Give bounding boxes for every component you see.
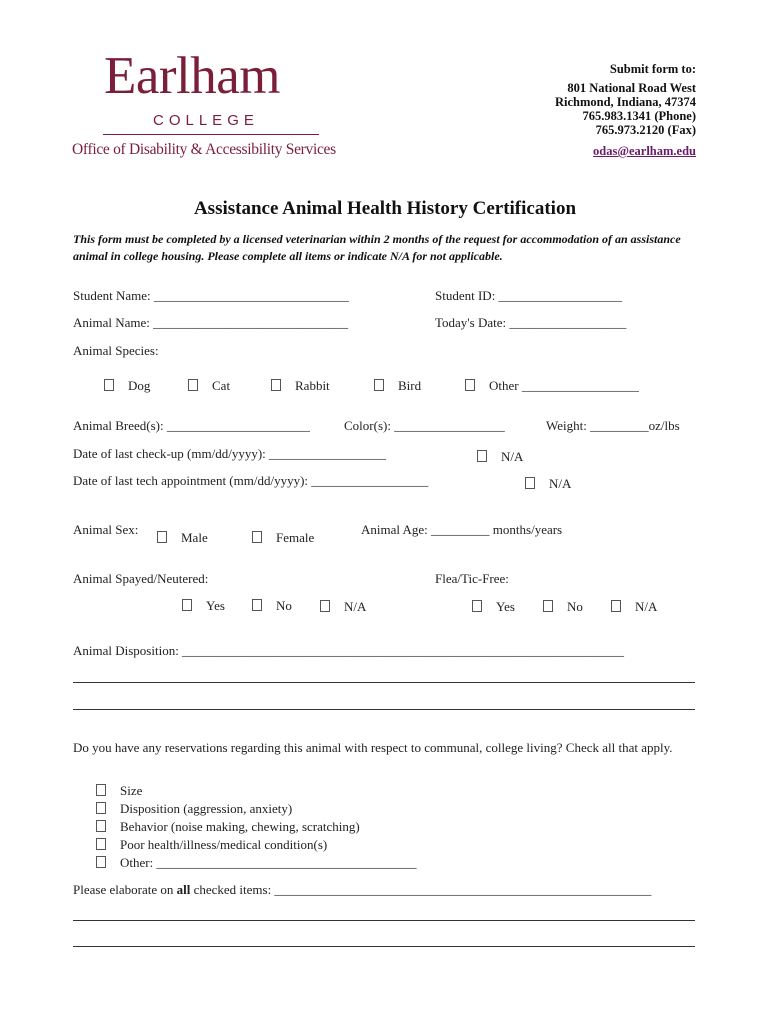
option-label: No — [276, 598, 292, 613]
elaborate-line[interactable] — [73, 946, 695, 947]
checkbox[interactable] — [96, 856, 106, 868]
elaborate-prefix: Please elaborate on — [73, 882, 177, 897]
form-title: Assistance Animal Health History Certification — [193, 198, 577, 219]
option-label: Behavior (noise making, chewing, scratching) — [120, 819, 360, 834]
species-option-dog[interactable] — [104, 378, 150, 394]
flea-option-yes[interactable] — [472, 599, 515, 615]
checkup-date-field[interactable]: Date of last check-up (mm/dd/yyyy): __________________ — [73, 446, 387, 461]
elaborate-field[interactable] — [73, 882, 651, 898]
option-label: N/A — [501, 449, 524, 464]
option-label: Other: ________________________________________ — [120, 855, 417, 870]
spayed-option-yes[interactable] — [182, 598, 225, 614]
checkbox[interactable] — [374, 379, 384, 391]
species-label: Animal Species: — [73, 343, 159, 358]
weight-field[interactable]: Weight: _________oz/lbs — [546, 418, 680, 433]
species-option-bird[interactable] — [374, 378, 421, 394]
animal-name-field[interactable]: Animal Name: ______________________________ — [73, 315, 349, 330]
option-label: No — [567, 599, 583, 614]
email-link-text[interactable]: odas@earlham.edu — [593, 144, 696, 158]
sex-option-female[interactable] — [252, 530, 314, 546]
checkbox[interactable] — [611, 600, 621, 612]
checkbox[interactable] — [477, 450, 487, 462]
option-label: Other __________________ — [489, 378, 639, 393]
elaborate-suffix: checked items: __________________________________________________________ — [190, 882, 652, 897]
reservation-option-disposition[interactable] — [96, 801, 292, 817]
fax: 765.973.2120 (Fax) — [595, 123, 696, 137]
reservation-option-size[interactable] — [96, 783, 142, 799]
earlham-logo: Earlham — [104, 47, 281, 105]
disposition-line[interactable] — [73, 709, 695, 710]
address-line-2: Richmond, Indiana, 47374 — [554, 95, 696, 109]
species-option-other[interactable] — [465, 378, 639, 394]
reservations-question: Do you have any reservations regarding this animal with respect to communal, college living? Check all that apply. — [73, 740, 673, 755]
student-name-field[interactable]: Student Name: ______________________________ — [73, 288, 349, 303]
sex-option-male[interactable] — [157, 530, 208, 546]
flea-label: Flea/Tic-Free: — [435, 571, 509, 586]
checkbox[interactable] — [271, 379, 281, 391]
form-instructions: This form must be completed by a licensed veterinarian within 2 months of the request for accommodation of an assistance animal in college housing. Please complete all items or indicate N/A for not applicable. — [73, 232, 681, 263]
reservation-option-health[interactable] — [96, 837, 327, 853]
checkbox[interactable] — [104, 379, 114, 391]
option-label: Poor health/illness/medical condition(s) — [120, 837, 328, 852]
option-label: N/A — [549, 476, 572, 491]
disposition-line[interactable] — [73, 682, 695, 683]
tech-na-option[interactable] — [525, 476, 571, 492]
checkbox[interactable] — [543, 600, 553, 612]
checkbox[interactable] — [252, 599, 262, 611]
spayed-option-no[interactable] — [252, 598, 292, 614]
option-label: Bird — [398, 378, 422, 393]
checkbox[interactable] — [525, 477, 535, 489]
reservation-option-other[interactable] — [96, 855, 416, 871]
breed-field[interactable]: Animal Breed(s): ______________________ — [73, 418, 310, 433]
color-field[interactable]: Color(s): _________________ — [344, 418, 505, 433]
address-line-1: 801 National Road West — [567, 81, 696, 95]
age-field[interactable]: Animal Age: _________ months/years — [361, 522, 563, 537]
checkbox[interactable] — [96, 784, 106, 796]
spayed-label: Animal Spayed/Neutered: — [73, 571, 209, 586]
option-label: N/A — [635, 599, 658, 614]
disposition-field[interactable]: Animal Disposition: ____________________________________________________________________ — [73, 643, 625, 658]
tech-date-field[interactable]: Date of last tech appointment (mm/dd/yyyy): __________________ — [73, 473, 429, 488]
option-label: Rabbit — [295, 378, 330, 393]
office-name: Office of Disability & Accessibility Services — [72, 141, 336, 158]
sex-label: Animal Sex: — [73, 522, 139, 537]
option-label: Dog — [128, 378, 151, 393]
reservation-option-behavior[interactable] — [96, 819, 360, 835]
option-label: Male — [181, 530, 208, 545]
option-label: Yes — [206, 598, 225, 613]
checkbox[interactable] — [96, 838, 106, 850]
logo-divider — [103, 134, 319, 135]
flea-option-no[interactable] — [543, 599, 583, 615]
option-label: Disposition (aggression, anxiety) — [120, 801, 293, 816]
checkbox[interactable] — [252, 531, 262, 543]
option-label: Female — [276, 530, 315, 545]
species-option-cat[interactable] — [188, 378, 230, 394]
submit-label: Submit form to: — [609, 62, 696, 76]
option-label: N/A — [344, 599, 367, 614]
checkup-na-option[interactable] — [477, 449, 523, 465]
logo-college-text: COLLEGE — [153, 112, 259, 129]
checkbox[interactable] — [182, 599, 192, 611]
todays-date-field[interactable]: Today's Date: __________________ — [435, 315, 627, 330]
phone: 765.983.1341 (Phone) — [582, 109, 696, 123]
student-id-field[interactable]: Student ID: ___________________ — [435, 288, 623, 303]
checkbox[interactable] — [465, 379, 475, 391]
checkbox[interactable] — [157, 531, 167, 543]
email-link[interactable] — [593, 144, 696, 159]
spayed-option-na[interactable] — [320, 599, 366, 615]
checkbox[interactable] — [188, 379, 198, 391]
option-label: Size — [120, 783, 143, 798]
elaborate-line[interactable] — [73, 920, 695, 921]
checkbox[interactable] — [320, 600, 330, 612]
checkbox[interactable] — [96, 820, 106, 832]
option-label: Cat — [212, 378, 231, 393]
checkbox[interactable] — [96, 802, 106, 814]
elaborate-emphasis: all — [176, 882, 191, 897]
option-label: Yes — [496, 599, 515, 614]
flea-option-na[interactable] — [611, 599, 657, 615]
species-option-rabbit[interactable] — [271, 378, 330, 394]
checkbox[interactable] — [472, 600, 482, 612]
